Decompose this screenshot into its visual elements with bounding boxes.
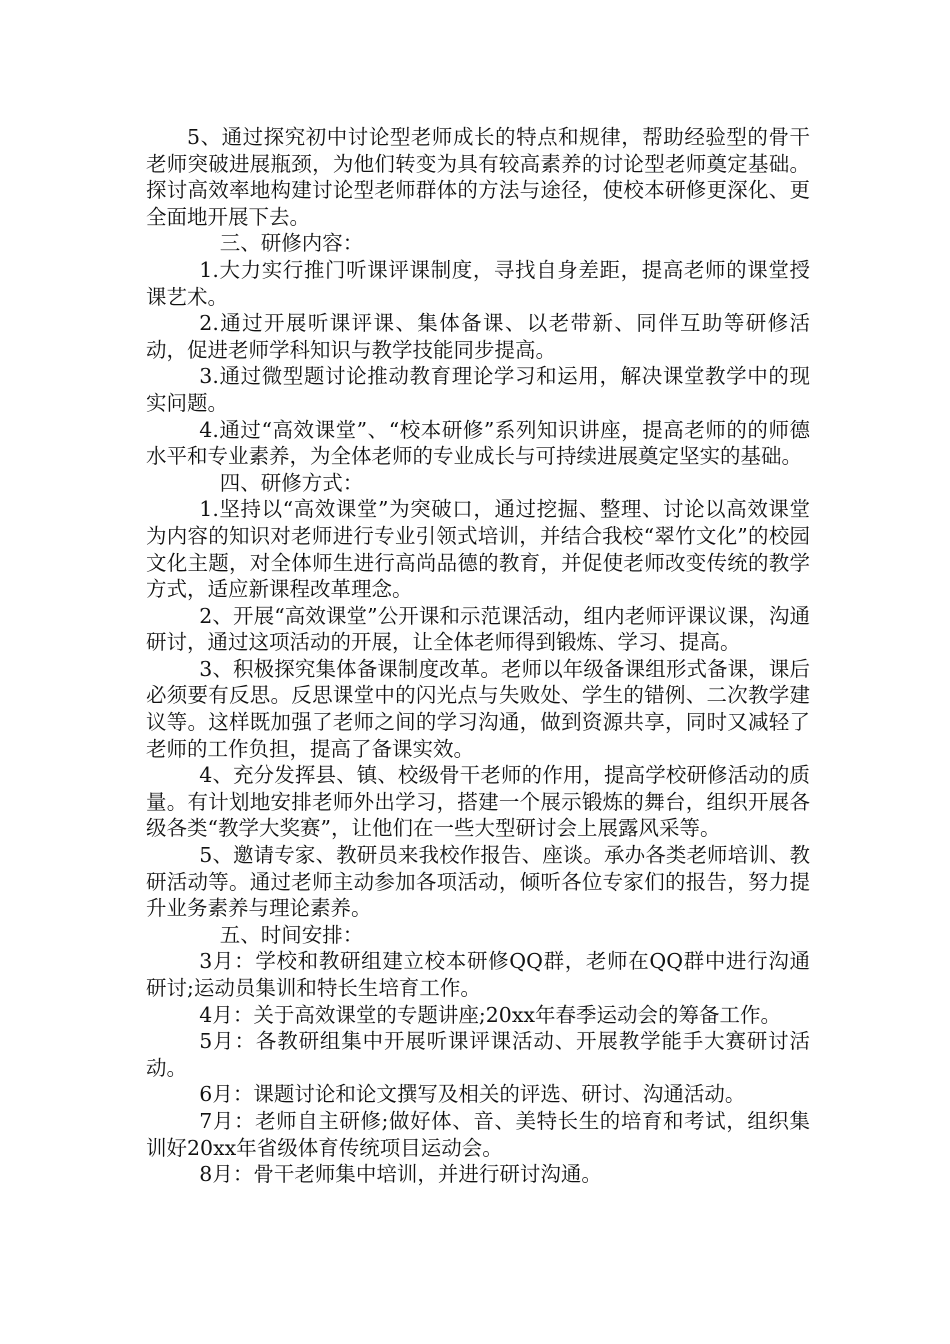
- schedule-may: 5月：各教研组集中开展听课评课活动、开展教学能手大赛研讨活动。: [146, 1029, 810, 1080]
- schedule-march: 3月：学校和教研组建立校本研修QQ群，老师在QQ群中进行沟通研讨;运动员集训和特长生培育工作。: [146, 949, 810, 1000]
- heading-research-methods: 四、研修方式：: [219, 470, 364, 495]
- content-item-2: 2.通过开展听课评课、集体备课、以老带新、同伴互助等研修活动，促进老师学科知识与教学技能同步提高。: [146, 311, 810, 362]
- paragraph-objective-5: 5、通过探究初中讨论型老师成长的特点和规律，帮助经验型的骨干老师突破进展瓶颈，为他们转变为具有较高素养的讨论型老师奠定基础。探讨高效率地构建讨论型老师群体的方法与途径，使校本研修更深化、更全面地开展下去。: [146, 125, 810, 229]
- schedule-august: 8月：骨干老师集中培训，并进行研讨沟通。: [199, 1162, 602, 1187]
- schedule-june: 6月：课题讨论和论文撰写及相关的评选、研讨、沟通活动。: [199, 1082, 746, 1107]
- method-item-2: 2、开展“高效课堂”公开课和示范课活动，组内老师评课议课，沟通研讨，通过这项活动的开展，让全体老师得到锻炼、学习、提高。: [146, 603, 810, 655]
- heading-research-content: 三、研修内容：: [219, 231, 364, 256]
- document-body: [146, 124, 810, 1188]
- schedule-april: 4月：关于高效课堂的专题讲座;20xx年春季运动会的筹备工作。: [199, 1002, 781, 1027]
- content-item-1: 1.大力实行推门听课评课制度，寻找自身差距，提高老师的课堂授课艺术。: [146, 257, 810, 309]
- schedule-july: 7月：老师自主研修;做好体、音、美特长生的培育和考试，组织集训好20xx年省级体育传统项目运动会。: [146, 1108, 810, 1160]
- content-item-3: 3.通过微型题讨论推动教育理论学习和运用，解决课堂教学中的现实问题。: [146, 364, 810, 415]
- method-item-3: 3、积极探究集体备课制度改革。老师以年级备课组形式备课，课后必须要有反思。反思课堂中的闪光点与失败处、学生的错例、二次教学建议等。这样既加强了老师之间的学习沟通，做到资源共享，同时又减轻了老师的工作负担，提高了备课实效。: [146, 656, 810, 761]
- method-item-5: 5、邀请专家、教研员来我校作报告、座谈。承办各类老师培训、教研活动等。通过老师主动参加各项活动，倾听各位专家们的报告，努力提升业务素养与理论素养。: [146, 843, 810, 921]
- method-item-1: 1.坚持以“高效课堂”为突破口，通过挖掘、整理、讨论以高效课堂为内容的知识对老师进行专业引领式培训，并结合我校“翠竹文化”的校园文化主题，对全体师生进行高尚品德的教育，并促使老师改变传统的教学方式，适应新课程改革理念。: [146, 497, 810, 602]
- heading-schedule: 五、时间安排：: [219, 922, 364, 947]
- content-item-4: 4.通过“高效课堂”、“校本研修”系列知识讲座，提高老师的的师德水平和专业素养，为全体老师的专业成长与可持续进展奠定坚实的基础。: [146, 417, 810, 469]
- method-item-4: 4、充分发挥县、镇、校级骨干老师的作用，提高学校研修活动的质量。有计划地安排老师外出学习，搭建一个展示锻炼的舞台，组织开展各级各类“教学大奖赛”，让他们在一些大型研讨会上展露风采等。: [146, 763, 810, 841]
